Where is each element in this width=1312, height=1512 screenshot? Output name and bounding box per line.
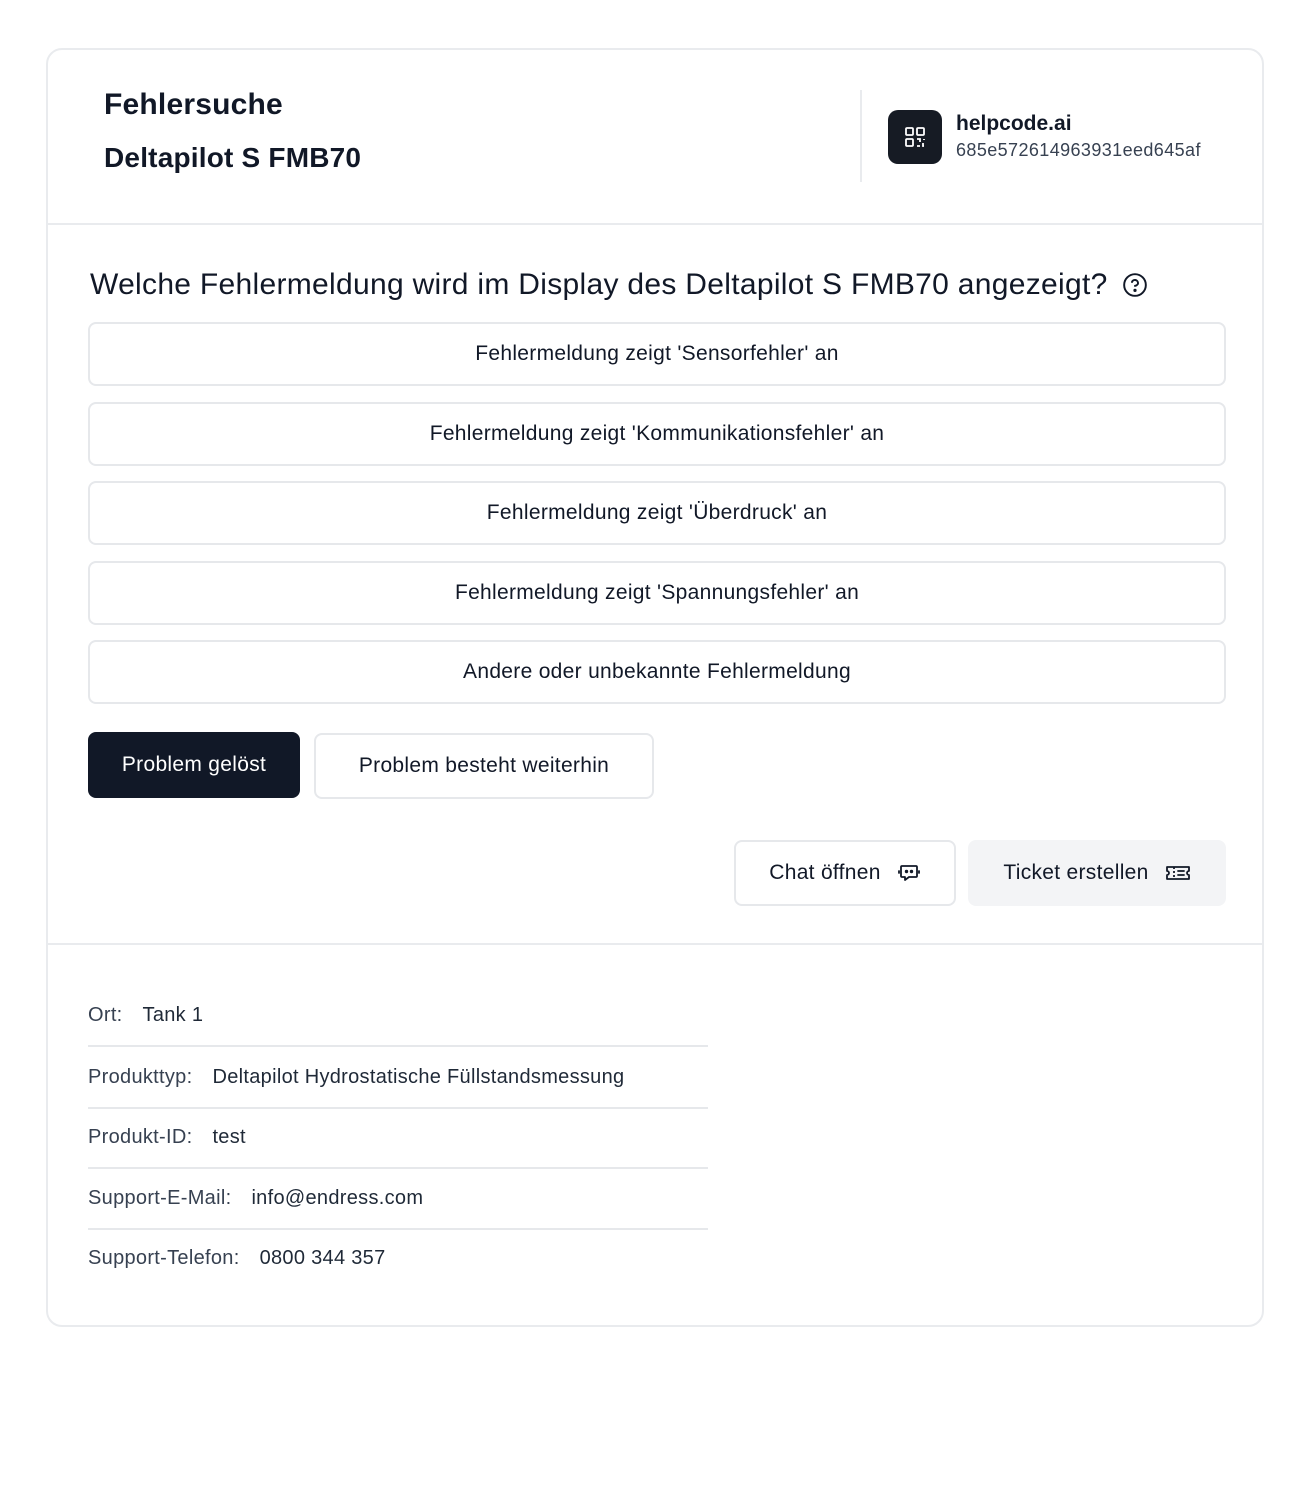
info-row-location bbox=[88, 985, 708, 1047]
option-andere[interactable]: Andere oder unbekannte Fehlermeldung bbox=[88, 640, 1226, 704]
chat-bubble-icon bbox=[897, 861, 921, 885]
problem-solved-button[interactable]: Problem gelöst bbox=[88, 732, 300, 798]
location-label: Ort: bbox=[88, 1003, 123, 1026]
option-sensorfehler[interactable]: Fehlermeldung zeigt 'Sensorfehler' an bbox=[88, 322, 1226, 386]
option-kommunikationsfehler[interactable]: Fehlermeldung zeigt 'Kommunikationsfehler' an bbox=[88, 402, 1226, 466]
question-text: Welche Fehlermeldung wird im Display des Deltapilot S FMB70 angezeigt? bbox=[90, 268, 1108, 301]
info-row-support-email bbox=[88, 1168, 708, 1230]
support-email-label: Support-E-Mail: bbox=[88, 1186, 232, 1209]
brand-name: helpcode.ai bbox=[956, 112, 1072, 135]
support-phone-value[interactable]: 0800 344 357 bbox=[259, 1246, 386, 1269]
ticket-icon bbox=[1165, 861, 1191, 885]
help-circle-icon[interactable] bbox=[1122, 272, 1148, 298]
product-id-value: test bbox=[212, 1125, 246, 1148]
product-type-label: Produkttyp: bbox=[88, 1065, 193, 1088]
info-row-product-id bbox=[88, 1107, 708, 1169]
qr-code-icon bbox=[888, 110, 942, 164]
card-header bbox=[48, 50, 1262, 225]
product-id-label: Produkt-ID: bbox=[88, 1125, 193, 1148]
troubleshooting-card bbox=[46, 48, 1264, 1327]
info-row-support-phone bbox=[88, 1228, 708, 1288]
support-phone-label: Support-Telefon: bbox=[88, 1246, 240, 1269]
header-divider bbox=[860, 90, 862, 182]
create-ticket-label: Ticket erstellen bbox=[1003, 861, 1149, 884]
page-title: Fehlersuche bbox=[104, 88, 283, 121]
question-heading bbox=[90, 268, 1148, 302]
open-chat-button[interactable] bbox=[734, 840, 956, 906]
product-type-value: Deltapilot Hydrostatische Füllstandsmessung bbox=[212, 1065, 625, 1088]
section-divider bbox=[48, 943, 1262, 945]
support-email-value[interactable]: info@endress.com bbox=[251, 1186, 424, 1209]
problem-persists-button[interactable]: Problem besteht weiterhin bbox=[314, 733, 654, 799]
info-row-product-type bbox=[88, 1047, 708, 1109]
create-ticket-button[interactable] bbox=[968, 840, 1226, 906]
device-name: Deltapilot S FMB70 bbox=[104, 142, 362, 173]
option-spannungsfehler[interactable]: Fehlermeldung zeigt 'Spannungsfehler' an bbox=[88, 561, 1226, 625]
open-chat-label: Chat öffnen bbox=[769, 861, 881, 884]
brand-id: 685e572614963931eed645af bbox=[956, 140, 1201, 160]
option-ueberdruck[interactable]: Fehlermeldung zeigt 'Überdruck' an bbox=[88, 481, 1226, 545]
location-value: Tank 1 bbox=[142, 1003, 204, 1026]
